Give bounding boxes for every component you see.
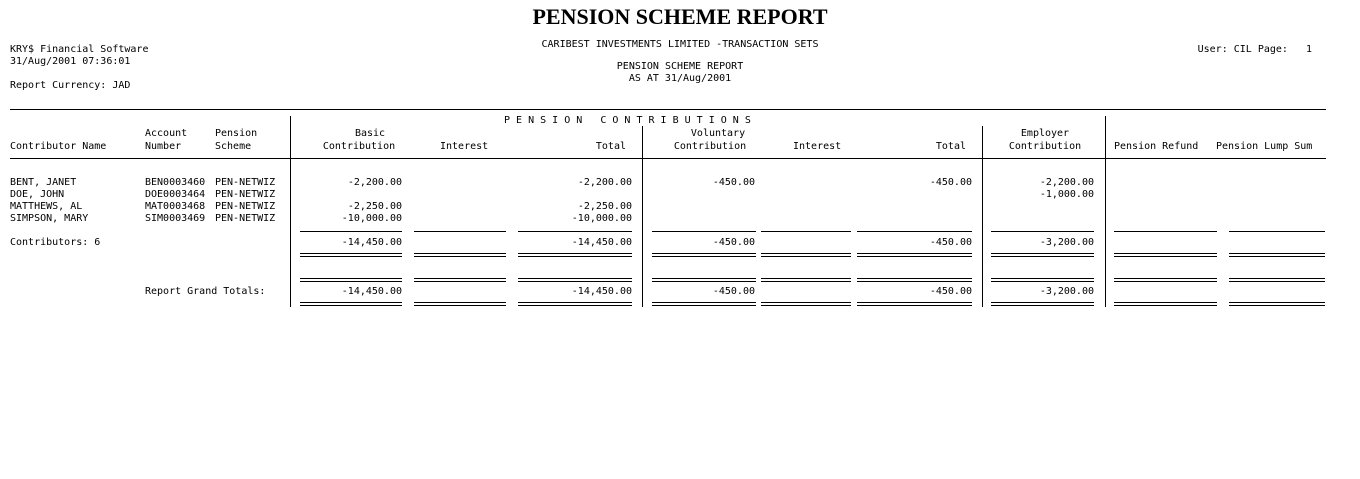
double-rule	[991, 302, 1094, 306]
grand-total-total-a: -14,450.00	[571, 286, 632, 297]
col-voluntary-line2: Contribution	[673, 141, 747, 152]
col-interest-b: Interest	[793, 141, 842, 152]
single-rule	[857, 231, 972, 232]
col-scheme-line2: Scheme	[215, 141, 252, 152]
col-voluntary-line1: Voluntary	[690, 128, 746, 139]
double-rule	[518, 302, 632, 306]
double-rule	[300, 253, 402, 257]
single-rule	[300, 231, 402, 232]
double-rule	[857, 278, 972, 282]
cell-account: SIM0003469	[145, 213, 206, 224]
cell-basic: -10,000.00	[341, 213, 402, 224]
double-rule	[1114, 302, 1217, 306]
double-rule	[300, 302, 402, 306]
double-rule	[652, 302, 756, 306]
software-name: KRY$ Financial Software	[10, 44, 149, 55]
separator	[1105, 116, 1106, 307]
single-rule	[761, 231, 851, 232]
cell-account: DOE0003464	[145, 189, 206, 200]
double-rule	[991, 253, 1094, 257]
single-rule	[414, 231, 506, 232]
header-rule	[10, 158, 1326, 159]
cell-name: BENT, JANET	[10, 177, 77, 188]
double-rule	[414, 302, 506, 306]
double-rule	[652, 253, 756, 257]
double-rule	[652, 278, 756, 282]
col-pension-refund: Pension Refund	[1114, 141, 1199, 152]
col-total-b: Total	[935, 141, 966, 152]
cell-name: DOE, JOHN	[10, 189, 65, 200]
double-rule	[761, 302, 851, 306]
report-subtitle: PENSION SCHEME REPORT	[616, 61, 744, 72]
grand-total-voluntary: -450.00	[712, 286, 755, 297]
report-title: PENSION SCHEME REPORT	[532, 4, 828, 29]
cell-voluntary: -450.00	[712, 177, 755, 188]
cell-account: MAT0003468	[145, 201, 206, 212]
subtotal-total-a: -14,450.00	[571, 237, 632, 248]
cell-name: SIMPSON, MARY	[10, 213, 89, 224]
cell-scheme: PEN-NETWIZ	[215, 213, 276, 224]
group-header: P E N S I O N C O N T R I B U T I O N S	[504, 115, 751, 126]
cell-total-a: -2,250.00	[577, 201, 632, 212]
cell-basic: -2,250.00	[347, 201, 402, 212]
separator	[290, 116, 291, 307]
single-rule	[652, 231, 756, 232]
col-employer-line1: Employer	[1020, 128, 1070, 139]
double-rule	[414, 278, 506, 282]
double-rule	[518, 253, 632, 257]
double-rule	[518, 278, 632, 282]
separator	[642, 126, 643, 307]
col-scheme-line1: Pension	[215, 128, 258, 139]
single-rule	[991, 231, 1094, 232]
subtotal-basic: -14,450.00	[341, 237, 402, 248]
col-pension-lump-sum: Pension Lump Sum	[1216, 141, 1313, 152]
user-page: User: CIL Page: 1	[1197, 44, 1312, 55]
cell-name: MATTHEWS, AL	[10, 201, 83, 212]
cell-account: BEN0003460	[145, 177, 206, 188]
company-line: CARIBEST INVESTMENTS LIMITED -TRANSACTION SETS	[541, 39, 819, 50]
cell-total-a: -2,200.00	[577, 177, 632, 188]
double-rule	[857, 253, 972, 257]
col-employer-line2: Contribution	[1008, 141, 1082, 152]
grand-total-employer: -3,200.00	[1039, 286, 1094, 297]
double-rule	[300, 278, 402, 282]
col-basic-line1: Basic	[354, 128, 386, 139]
col-account-line2: Number	[145, 141, 182, 152]
cell-scheme: PEN-NETWIZ	[215, 201, 276, 212]
cell-total-a: -10,000.00	[571, 213, 632, 224]
col-basic-line2: Contribution	[322, 141, 396, 152]
report-as-at: AS AT 31/Aug/2001	[628, 73, 732, 84]
col-contributor-name: Contributor Name	[10, 141, 107, 152]
grand-total-total-b: -450.00	[929, 286, 972, 297]
subtotal-voluntary: -450.00	[712, 237, 755, 248]
cell-scheme: PEN-NETWIZ	[215, 189, 276, 200]
separator	[982, 126, 983, 307]
cell-employer: -2,200.00	[1039, 177, 1094, 188]
grand-total-basic: -14,450.00	[341, 286, 402, 297]
subtotal-total-b: -450.00	[929, 237, 972, 248]
single-rule	[1114, 231, 1217, 232]
double-rule	[761, 253, 851, 257]
double-rule	[1229, 278, 1325, 282]
double-rule	[857, 302, 972, 306]
top-rule	[10, 109, 1326, 110]
cell-total-b: -450.00	[929, 177, 972, 188]
grand-total-label: Report Grand Totals:	[145, 286, 266, 297]
col-account-line1: Account	[145, 128, 188, 139]
double-rule	[1114, 278, 1217, 282]
double-rule	[1229, 253, 1325, 257]
single-rule	[518, 231, 632, 232]
report-datetime: 31/Aug/2001 07:36:01	[10, 56, 131, 67]
report-currency: Report Currency: JAD	[10, 80, 131, 91]
double-rule	[991, 278, 1094, 282]
cell-basic: -2,200.00	[347, 177, 402, 188]
cell-scheme: PEN-NETWIZ	[215, 177, 276, 188]
col-interest-a: Interest	[440, 141, 489, 152]
double-rule	[414, 253, 506, 257]
double-rule	[1114, 253, 1217, 257]
double-rule	[761, 278, 851, 282]
subtotal-label: Contributors: 6	[10, 237, 101, 248]
cell-employer: -1,000.00	[1039, 189, 1094, 200]
double-rule	[1229, 302, 1325, 306]
single-rule	[1229, 231, 1325, 232]
col-total-a: Total	[595, 141, 626, 152]
subtotal-employer: -3,200.00	[1039, 237, 1094, 248]
